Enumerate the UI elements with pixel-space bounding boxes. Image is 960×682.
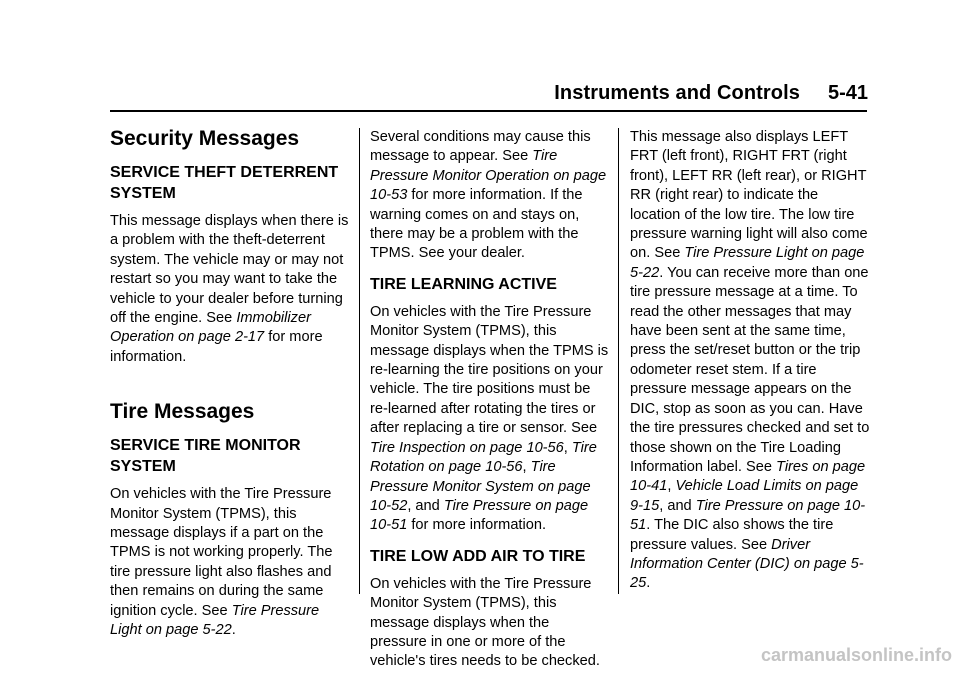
cross-reference-link[interactable]: Tire Pressure Monitor System on page 10-52 xyxy=(370,459,591,514)
text: , xyxy=(563,439,572,456)
text: . The DIC also shows the tire pressure values. See xyxy=(630,517,834,553)
cross-reference-link[interactable]: Tires on page 10-41 xyxy=(630,458,866,495)
text: . You can receive more than one tire pressure message at a time. To read the other messages that may have been sent at the same time, press the set/reset button or the trip odometer reset stem. If a tire pressure message appears on the DIC, stop as soon as you can. Have the tire pressures checked and set to those shown on the Tire Loading Information label. See xyxy=(630,264,870,475)
text: for more information. xyxy=(110,329,323,365)
cross-reference-link[interactable]: Tire Pressure Light on page 5-22 xyxy=(110,602,320,639)
page-header xyxy=(0,0,960,110)
text: This message also displays LEFT FRT (left front), RIGHT FRT (right front), LEFT RR (left rear), or RIGHT RR (right rear) to indicate the location of the low tire. The low tire pressure warning light will also come on. See xyxy=(630,129,868,262)
paragraph-tire-low-add-air: On vehicles with the Tire Pressure Monitor System (TPMS), this message displays when the pressure in one or more of the vehicle's tires needs to be checked. xyxy=(370,575,600,670)
text: for more information. xyxy=(407,517,547,534)
text: Several conditions may cause this message to appear. See xyxy=(370,129,591,165)
text: . xyxy=(646,575,651,592)
column-1 xyxy=(110,126,352,651)
cross-reference-link[interactable]: Tire Inspection on page 10-56 xyxy=(370,439,564,456)
text: This message displays when there is a problem with the theft-deterrent system. The vehicle may or may not restart so you may want to take the vehicle to your dealer before turning off the engine. See xyxy=(110,213,349,327)
text: . xyxy=(231,622,236,639)
text: On vehicles with the Tire Pressure Monitor System (TPMS), this message displays when the TPMS is re-learning the tire positions on your vehicle. The tire positions must be re-learned after rotating the tires or after replacing a tire or sensor. See xyxy=(370,303,609,437)
cross-reference-link[interactable]: Tire Rotation on page 10-56 xyxy=(370,439,597,476)
cross-reference-link[interactable]: Vehicle Load Limits on page 9-15 xyxy=(630,478,859,514)
paragraph-service-tire-monitor xyxy=(110,485,352,640)
cross-reference-link[interactable]: Immobilizer Operation on page 2-17 xyxy=(110,310,311,346)
section-heading-security-messages: Security Messages xyxy=(110,127,300,150)
paragraph-tire-learning-active xyxy=(370,303,610,536)
text: for more information. If the warning comes on and stays on, there may be a problem with the TPMS. See your dealer. xyxy=(370,187,583,262)
text: , and xyxy=(659,497,696,514)
text: , xyxy=(667,478,676,495)
text: On vehicles with the Tire Pressure Monitor System (TPMS), this message displays if a part on the TPMS is not working properly. The tire pressure light also flashes and then remains on during the same ignition cycle. See xyxy=(110,486,333,619)
paragraph-tire-location xyxy=(630,128,870,594)
text: , xyxy=(522,459,531,476)
subheading-tire-learning-active: TIRE LEARNING ACTIVE xyxy=(370,275,557,293)
cross-reference-link[interactable]: Tire Pressure on page 10-51 xyxy=(630,497,866,534)
text: , and xyxy=(407,497,444,514)
column-divider-1 xyxy=(359,128,360,594)
header-rule xyxy=(110,110,867,112)
cross-reference-link[interactable]: Tire Pressure Monitor Operation on page 10-53 xyxy=(370,148,607,204)
column-3 xyxy=(630,128,870,604)
subheading-tire-low-add-air: TIRE LOW ADD AIR TO TIRE xyxy=(370,547,586,565)
section-heading-tire-messages: Tire Messages xyxy=(110,400,255,424)
chapter-title: Instruments and Controls xyxy=(554,82,800,104)
column-divider-2 xyxy=(618,128,619,594)
subheading-service-theft-deterrent: SERVICE THEFT DETERRENT SYSTEM xyxy=(110,164,339,202)
page-number: 5-41 xyxy=(827,82,868,104)
subheading-service-tire-monitor: SERVICE TIRE MONITOR SYSTEM xyxy=(110,437,301,476)
paragraph-service-theft-deterrent xyxy=(110,212,352,367)
cross-reference-link[interactable]: Tire Pressure Light on page 5-22 xyxy=(630,245,865,281)
paragraph-conditions xyxy=(370,128,610,264)
column-2 xyxy=(370,128,610,682)
watermark: carmanualsonline.info xyxy=(760,645,952,665)
cross-reference-link[interactable]: Driver Information Center (DIC) on page 5-25 xyxy=(630,536,864,592)
cross-reference-link[interactable]: Tire Pressure on page 10-51 xyxy=(370,497,589,534)
